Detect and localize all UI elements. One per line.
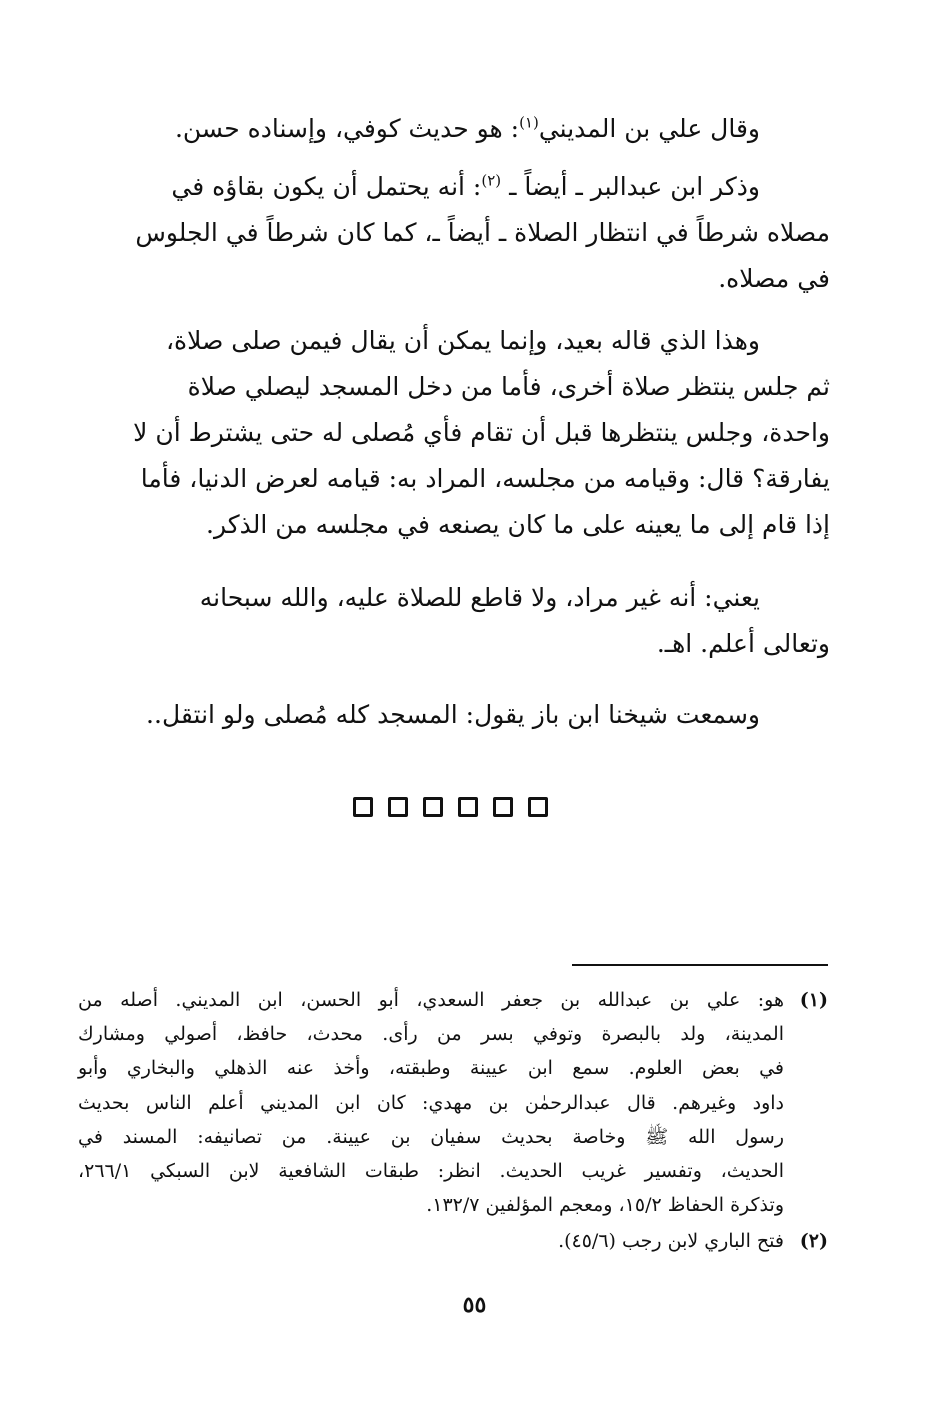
square-ornament-icon (388, 797, 408, 817)
footnote-line: المدينة، ولد بالبصرة وتوفي بسر من رأى. محدث، حافظ، أصولي ومشارك (78, 1023, 784, 1046)
paragraph-5 (80, 692, 830, 738)
footnote-2 (78, 1224, 828, 1258)
paragraph-1-line-1: وقال علي بن المديني$^{(١)}$: هو حديث كوفي، وإسناده حسن. (174, 113, 760, 143)
footnote-line: وتذكرة الحفاظ ١٥/٢، ومعجم المؤلفين ١٣٢/٧. (426, 1194, 784, 1217)
paragraph-3-line-2: ثم جلس ينتظر صلاة أخرى، فأما من دخل المسجد ليصلي صلاة (187, 372, 830, 401)
footnotes (78, 983, 828, 1259)
paragraph-2-line-1: وذكر ابن عبدالبر ـ أيضاً ـ $^{(٢)}$: أنه يحتمل أن يكون بقاؤه في (171, 171, 760, 201)
paragraph-3-line-5: إذا قام إلى ما يعينه على ما كان يصنعه في مجلسه من الذكر. (206, 510, 830, 539)
footnote-body (78, 1224, 784, 1258)
paragraph-4-line-2: وتعالى أعلم. اهـ. (656, 629, 830, 658)
paragraph-2-line-3: في مصلاه. (718, 264, 830, 293)
footnote-line: في بعض العلوم. سمع ابن عيينة وطبقته، وأخذ عنه الذهلي والبخاري وأبو (78, 1057, 784, 1080)
paragraph-3 (80, 318, 830, 548)
paragraph-4 (80, 575, 830, 667)
footnote-line: داود وغيرهم. قال عبدالرحمٰن بن مهدي: كان ابن المديني أعلم الناس بحديث (78, 1091, 784, 1114)
paragraph-3-line-3: واحدة، وجلس ينتظرها قبل أن تقام فأي مُصلى له حتى يشترط أن لا (133, 418, 830, 447)
paragraph-3-line-1: وهذا الذي قاله بعيد، وإنما يمكن أن يقال فيمن صلى صلاة، (165, 326, 760, 355)
paragraph-3-line-4: يفارقة؟ قال: وقيامه من مجلسه، المراد به: قيامه لعرض الدنيا، فأما (140, 464, 830, 493)
square-ornament-icon (493, 797, 513, 817)
square-ornament-icon (423, 797, 443, 817)
footnote-line: فتح الباري لابن رجب (٤٥/٦). (558, 1230, 784, 1253)
footnote-line: هو: علي بن عبدالله بن جعفر السعدي، أبو الحسن، ابن المديني. أصله من (78, 989, 784, 1011)
footnote-body (78, 983, 784, 1222)
page-number: ٥٥ (462, 1292, 487, 1318)
footnote-divider (572, 964, 828, 966)
footnote-number: (١) (799, 989, 828, 1011)
paragraph-2-line-2: مصلاه شرطاً في انتظار الصلاة ـ أيضاً ـ، كما كان شرطاً في الجلوس (135, 218, 830, 247)
footnote-1 (78, 983, 828, 1222)
footnote-ref-1[interactable]: (١) (519, 113, 539, 132)
section-separator (353, 797, 548, 819)
footnote-number: (٢) (799, 1230, 828, 1253)
footnote-line: الحديث، وتفسير غريب الحديث. انظر: طبقات الشافعية لابن السبكي ٢٦٦/١، (78, 1160, 784, 1183)
paragraph-1 (80, 106, 830, 152)
square-ornament-icon (458, 797, 478, 817)
paragraph-5-line-1: وسمعت شيخنا ابن باز يقول: المسجد كله مُصلى ولو انتقل.. (146, 700, 760, 729)
paragraph-2 (80, 164, 830, 302)
footnote-ref-2[interactable]: (٢) (481, 171, 502, 190)
square-ornament-icon (353, 797, 373, 817)
square-ornament-icon (528, 797, 548, 817)
footnote-line: رسول الله ﷺ وخاصة بحديث سفيان بن عيينة. من تصانيفه: المسند في (78, 1125, 784, 1148)
paragraph-4-line-1: يعني: أنه غير مراد، ولا قاطع للصلاة عليه، والله سبحانه (199, 583, 760, 612)
